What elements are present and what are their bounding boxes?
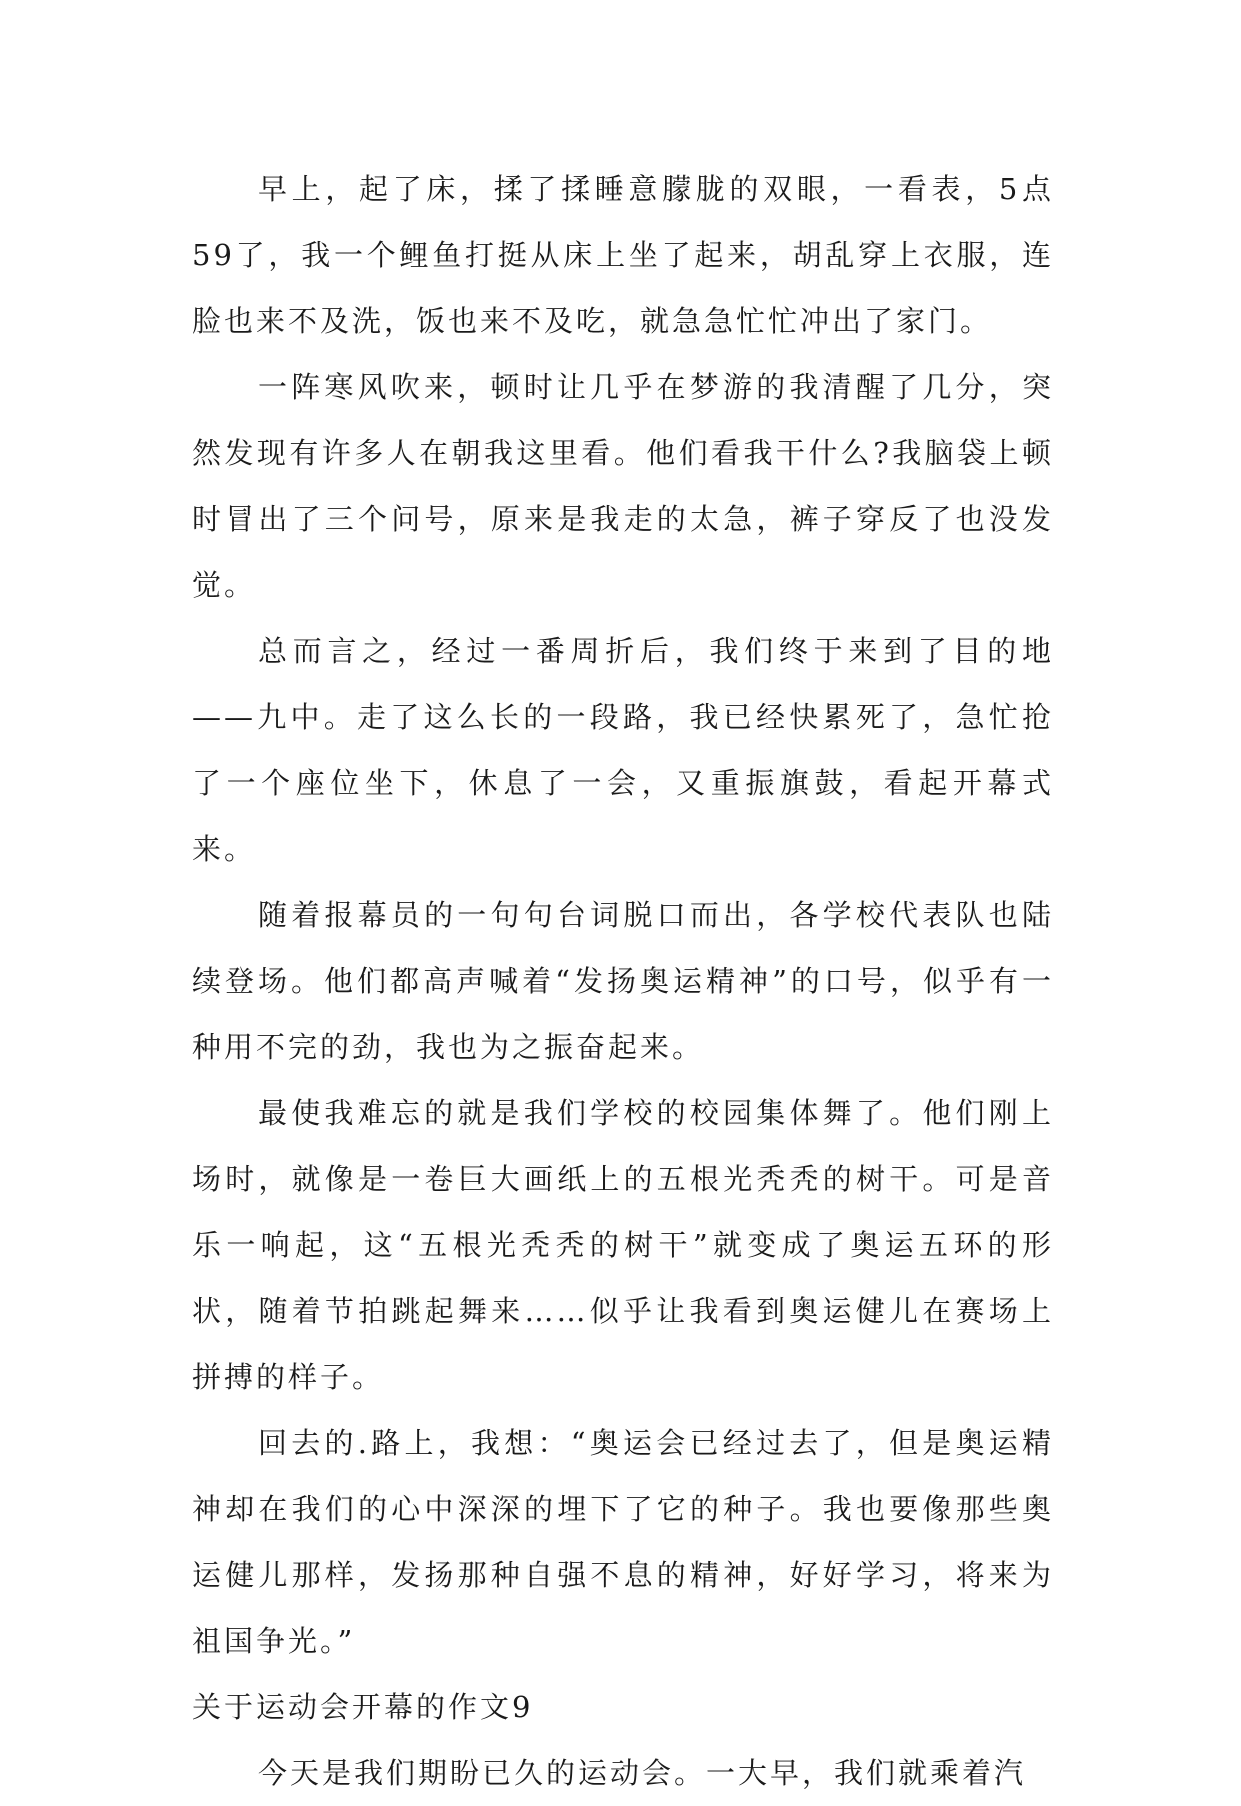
paragraph-group-dance: 最使我难忘的就是我们学校的校园集体舞了。他们刚上场时，就像是一卷巨大画纸上的五根光秃秃的树干。可是音乐一响起，这“五根光秃秃的树干”就变成了奥运五环的形状，随着节拍跳起舞来……似乎让我看到奥运健儿在赛场上拼搏的样子。 — [192, 1096, 1054, 1394]
paragraph-arrival: 总而言之，经过一番周折后，我们终于来到了目的地——九中。走了这么长的一段路，我已经快累死了，急忙抢了一个座位坐下，休息了一会，又重振旗鼓，看起开幕式来。 — [192, 634, 1054, 866]
paragraph-way-back: 回去的.路上，我想：“奥运会已经过去了，但是奥运精神却在我们的心中深深的埋下了它的种子。我也要像那些奥运健儿那样，发扬那种自强不息的精神，好好学习，将来为祖国争光。” — [192, 1426, 1054, 1658]
essay-heading: 关于运动会开幕的作文9 — [192, 1690, 534, 1724]
document-page — [192, 156, 1054, 1806]
paragraph-next-essay-start: 今天是我们期盼已久的运动会。一大早，我们就乘着汽 — [258, 1756, 1027, 1790]
paragraph-teams-enter: 随着报幕员的一句句台词脱口而出，各学校代表队也陆续登场。他们都高声喊着“发扬奥运精神”的口号，似乎有一种用不完的劲，我也为之振奋起来。 — [192, 898, 1054, 1064]
paragraph-cold-wind: 一阵寒风吹来，顿时让几乎在梦游的我清醒了几分，突然发现有许多人在朝我这里看。他们看我干什么?我脑袋上顿时冒出了三个问号，原来是我走的太急，裤子穿反了也没发觉。 — [192, 370, 1054, 602]
paragraph-wake-up: 早上，起了床，揉了揉睡意朦胧的双眼，一看表，5点59了，我一个鲤鱼打挺从床上坐了起来，胡乱穿上衣服，连脸也来不及洗，饭也来不及吃，就急急忙忙冲出了家门。 — [192, 172, 1054, 338]
